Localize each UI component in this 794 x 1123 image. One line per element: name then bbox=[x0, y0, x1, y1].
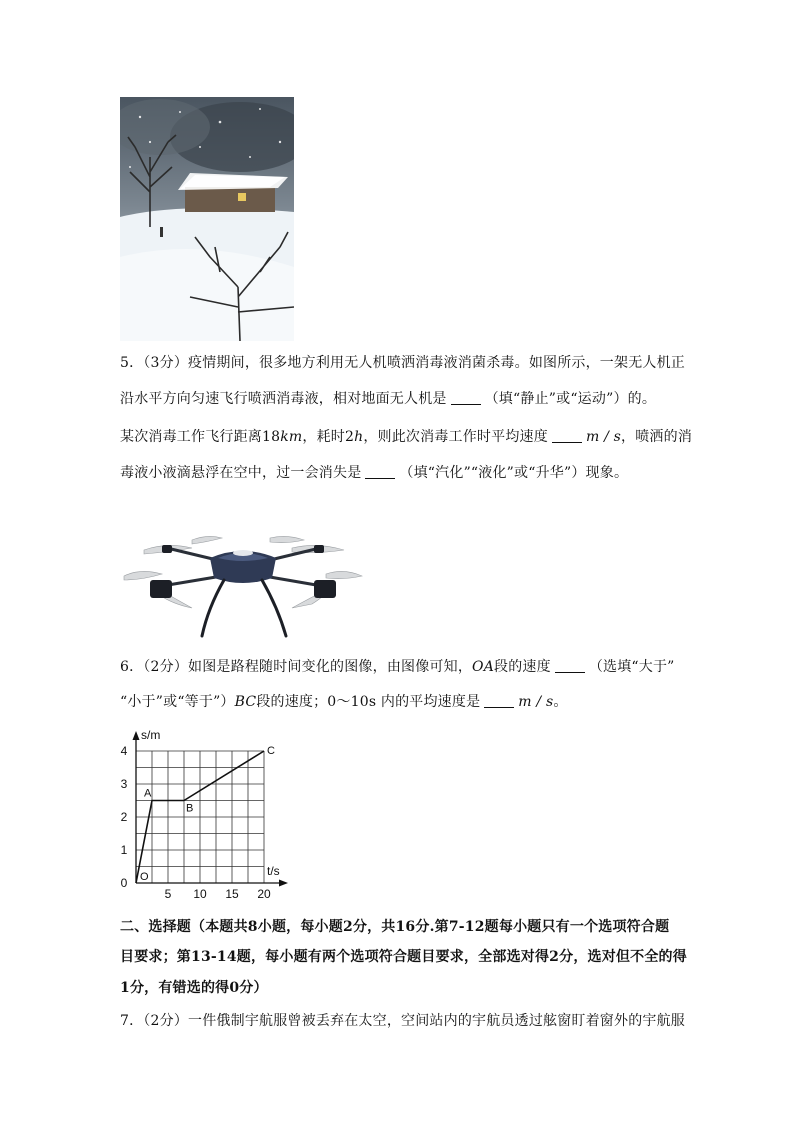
point-label-a: A bbox=[144, 787, 152, 800]
section-2-heading-line-1: 二、选择题（本题共8小题，每小题2分，共16分.第7-12题每小题只有一个选项符合题 bbox=[120, 919, 670, 935]
point-label-o: O bbox=[140, 871, 149, 883]
answer-blank[interactable] bbox=[365, 464, 395, 479]
q5-line-1: 5．（3分）疫情期间，很多地方利用无人机喷洒消毒液消菌杀毒。如图所示，一架无人机正 bbox=[120, 355, 686, 371]
x-tick-label: 5 bbox=[164, 887, 172, 901]
chart-svg bbox=[115, 726, 295, 902]
answer-blank[interactable] bbox=[484, 693, 514, 708]
q6-line-2: “小于”或“等于”）BC段的速度；0～10s 内的平均速度是 m / s。 bbox=[120, 694, 568, 710]
y-tick-label: 0 bbox=[120, 876, 128, 890]
answer-blank[interactable] bbox=[451, 390, 481, 405]
y-tick-label: 3 bbox=[120, 777, 128, 791]
x-tick-label: 15 bbox=[225, 887, 239, 901]
point-label-b: B bbox=[186, 802, 194, 815]
x-tick-label: 20 bbox=[257, 887, 271, 901]
answer-blank[interactable] bbox=[555, 658, 585, 673]
q5-line-4: 毒液小液滴悬浮在空中，过一会消失是 （填“汽化”“液化”或“升华”）现象。 bbox=[120, 465, 629, 481]
x-axis-label: t/s bbox=[267, 864, 280, 878]
section-2-heading-line-3: 1分，有错选的得0分） bbox=[120, 980, 268, 996]
y-axis-label: s/m bbox=[141, 728, 161, 742]
q5-line-3: 某次消毒工作飞行距离18km，耗时2h，则此次消毒工作时平均速度 m / s，喷洒的消 bbox=[120, 429, 693, 445]
snow-scene-illustration bbox=[120, 97, 294, 341]
answer-blank[interactable] bbox=[552, 428, 582, 443]
y-tick-label: 4 bbox=[120, 744, 128, 758]
section-2-heading-line-2: 目要求；第13-14题，每小题有两个选项符合题目要求，全部选对得2分，选对但不全的得 bbox=[120, 949, 687, 965]
q5-line-2: 沿水平方向匀速飞行喷洒消毒液，相对地面无人机是 （填“静止”或“运动”）的。 bbox=[120, 391, 657, 407]
point-label-c: C bbox=[267, 745, 275, 757]
q6-line-1: 6．（2分）如图是路程随时间变化的图像，由图像可知，OA段的速度 （选填“大于” bbox=[120, 659, 675, 675]
distance-time-graph bbox=[115, 726, 295, 902]
x-tick-label: 10 bbox=[193, 887, 207, 901]
y-tick-label: 1 bbox=[120, 843, 128, 857]
drone-illustration bbox=[122, 528, 364, 640]
y-tick-label: 2 bbox=[120, 810, 128, 824]
q7-line-1: 7．（2分）一件俄制宇航服曾被丢弃在太空，空间站内的宇航员透过舷窗盯着窗外的宇航服 bbox=[120, 1013, 686, 1029]
y-axis-arrow bbox=[133, 731, 140, 740]
x-axis-arrow bbox=[279, 880, 288, 887]
